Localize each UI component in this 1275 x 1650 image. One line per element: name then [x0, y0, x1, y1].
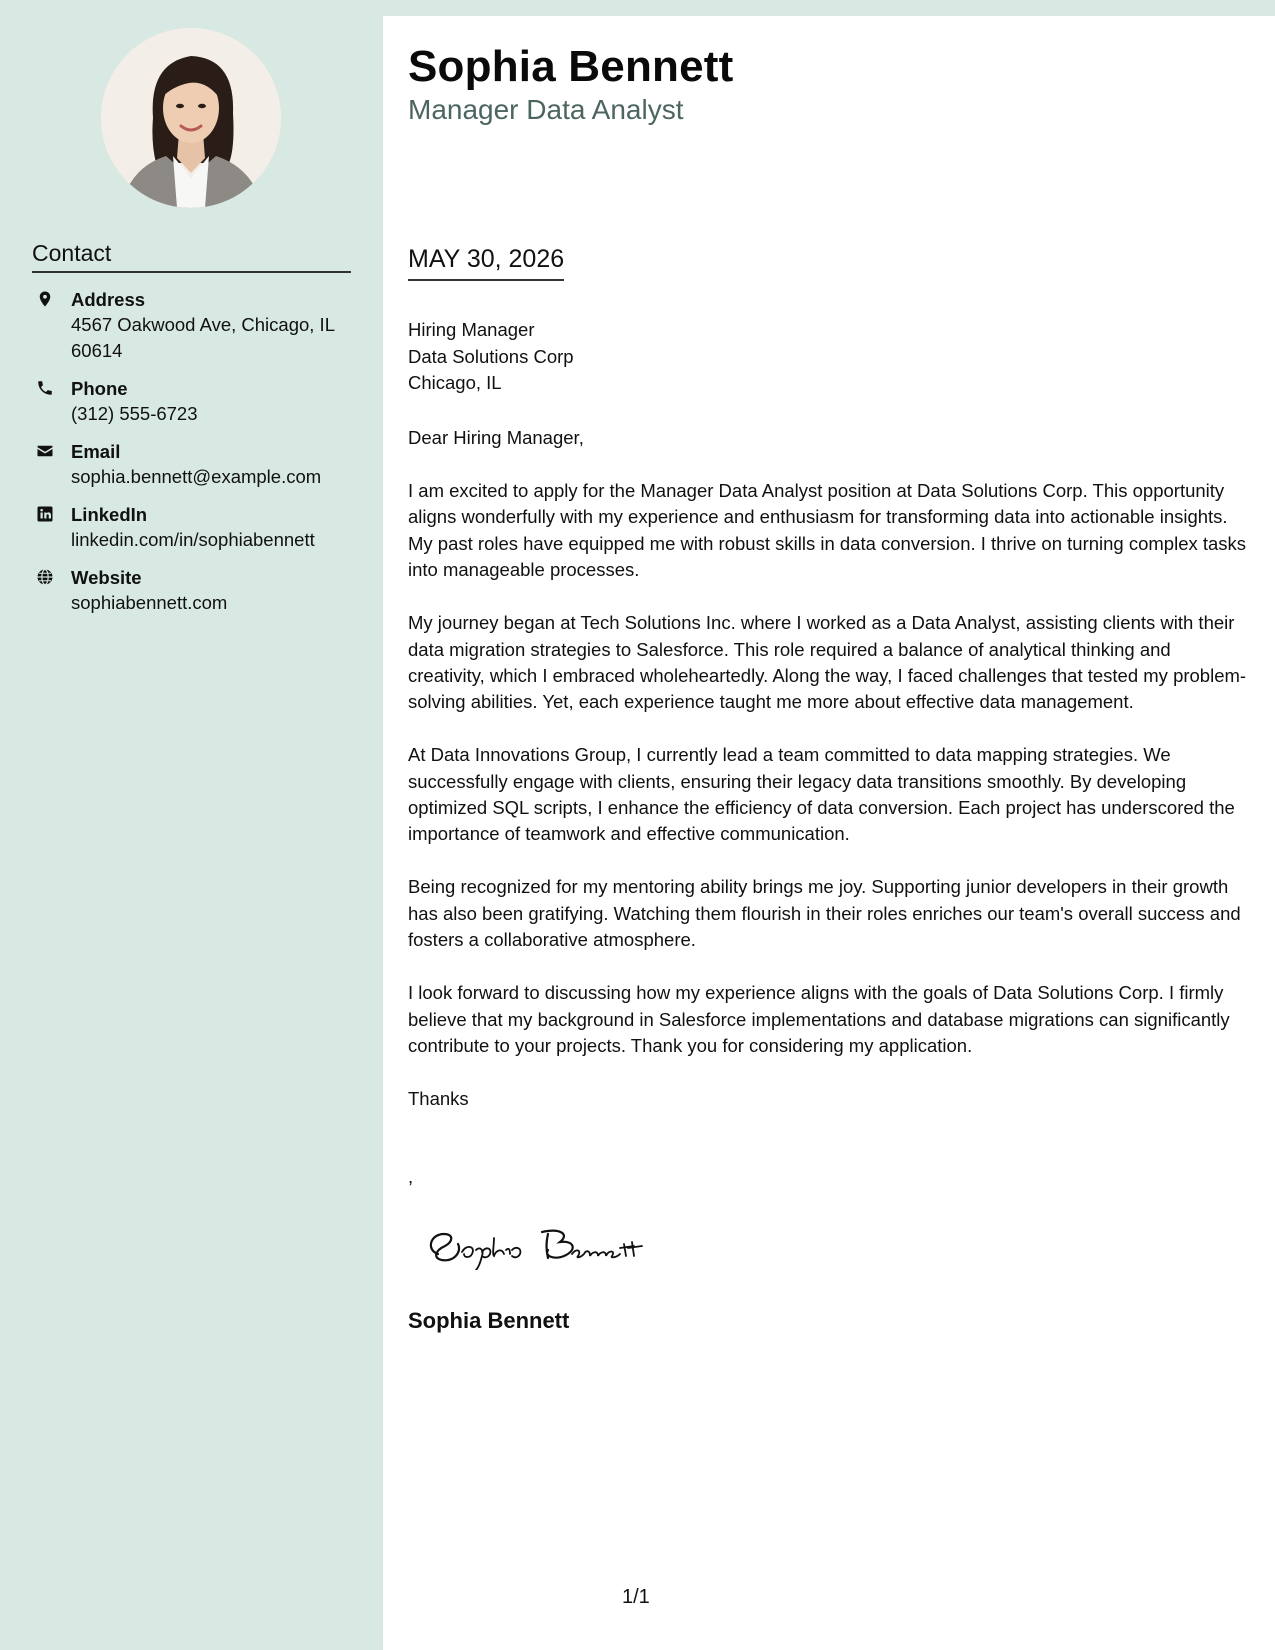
profile-photo [101, 28, 281, 208]
page-number: 1/1 [622, 1586, 650, 1608]
applicant-title: Manager Data Analyst [408, 94, 684, 125]
globe-icon [36, 568, 54, 586]
body-paragraph: My journey began at Tech Solutions Inc. where I worked as a Data Analyst, assisting clients with their data migration strategies to Salesforce. This role required a balance of analytical thinking and creativity, which I embraced wholeheartedly. Along the way, I faced challenges that tested my problem-solving abilities. Yet, each experience taught me more about effective data management. [408, 612, 1247, 713]
letter-body [408, 478, 1248, 1086]
applicant-name: Sophia Bennett [408, 42, 734, 91]
recipient-block [408, 317, 574, 397]
salutation: Dear Hiring Manager, [408, 427, 584, 448]
closing: Thanks [408, 1088, 469, 1109]
recipient-line: Data Solutions Corp [408, 345, 574, 367]
contact-label: Phone [71, 378, 128, 399]
body-paragraph: Being recognized for my mentoring ability brings me joy. Supporting junior developers in their growth has also been gratifying. Watching them flourish in their roles enriches our team's overall success and fosters a collaborative atmosphere. [408, 876, 1241, 951]
closing-comma: , [408, 1166, 414, 1187]
contact-value[interactable]: sophiabennett.com [71, 592, 228, 613]
linkedin-icon [36, 505, 54, 523]
signer-name: Sophia Bennett [408, 1308, 570, 1333]
recipient-line: Hiring Manager [408, 319, 535, 340]
contact-label: Address [71, 289, 146, 310]
recipient-line: Chicago, IL [408, 372, 502, 393]
envelope-icon [36, 442, 54, 460]
body-paragraph: I am excited to apply for the Manager Data Analyst position at Data Solutions Corp. This opportunity aligns wonderfully with my experience and enthusiasm for transforming data into actionable insights. My past roles have equipped me with robust skills in data conversion. I thrive on turning complex tasks into manageable processes. [408, 480, 1247, 581]
location-pin-icon [36, 290, 54, 308]
contact-value[interactable]: (312) 555-6723 [71, 403, 198, 424]
handwritten-signature [420, 1214, 660, 1270]
letter-date: MAY 30, 2026 [408, 245, 564, 281]
contact-label: LinkedIn [71, 504, 148, 525]
body-paragraph: I look forward to discussing how my experience aligns with the goals of Data Solutions Corp. I firmly believe that my background in Salesforce implementations and database migrations can significantly contribute to your projects. Thank you for considering my application. [408, 982, 1230, 1056]
contact-heading: Contact [32, 240, 351, 273]
contact-value: 4567 Oakwood Ave, Chicago, IL 60614 [71, 314, 335, 361]
sidebar [0, 0, 383, 1650]
body-paragraph: At Data Innovations Group, I currently lead a team committed to data mapping strategies. We successfully engage with clients, ensuring their legacy data transitions smoothly. By developing optimized SQL scripts, I enhance the efficiency of data conversion. Each project has underscored the importance of teamwork and effective communication. [408, 744, 1235, 845]
contact-value[interactable]: linkedin.com/in/sophiabennett [71, 529, 315, 550]
contact-label: Website [71, 567, 142, 588]
contact-value[interactable]: sophia.bennett@example.com [71, 466, 322, 487]
letter-main [383, 16, 1275, 1650]
phone-icon [36, 379, 54, 397]
contact-label: Email [71, 441, 121, 462]
